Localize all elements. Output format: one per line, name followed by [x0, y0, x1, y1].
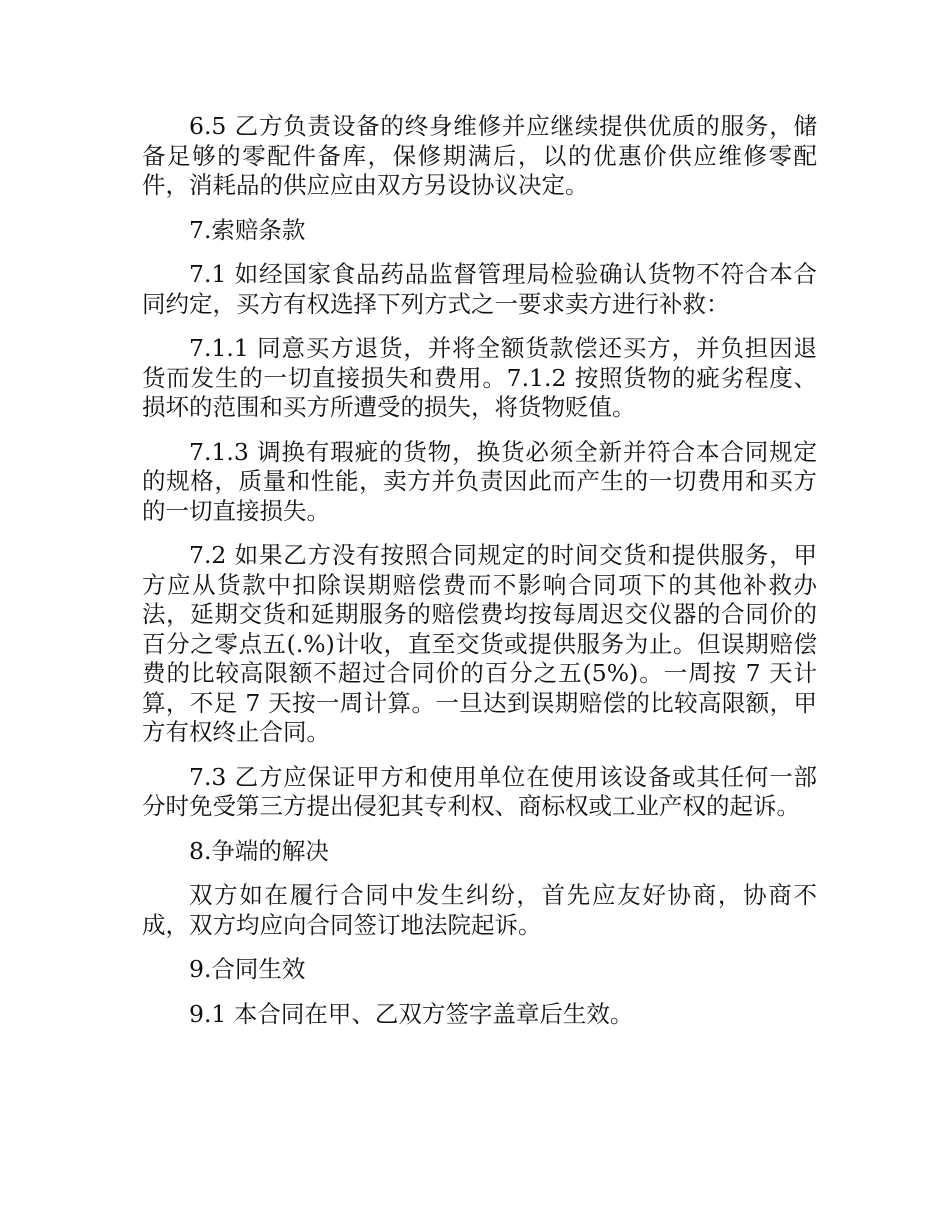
- heading-8-disputes: 8.争端的解决: [189, 836, 329, 865]
- clause-7-3: 7.3 乙方应保证甲方和使用单位在使用该设备或其任何一部分时免受第三方提出侵犯其专利权、商标权或工业产权的起诉。: [142, 762, 817, 820]
- clause-8-body: 双方如在履行合同中发生纠纷，首先应友好协商，协商不成，双方均应向合同签订地法院起诉。: [142, 881, 817, 939]
- document-page: [142, 112, 817, 1044]
- clause-7-1-3: 7.1.3 调换有瑕疵的货物，换货必须全新并符合本合同规定的规格，质量和性能，卖方并负责因此而产生的一切费用和买方的一切直接损失。: [142, 437, 817, 525]
- clause-9-1: 9.1 本合同在甲、乙双方签字盖章后生效。: [189, 999, 634, 1028]
- clause-6-5: 6.5 乙方负责设备的终身维修并应继续提供优质的服务，储备足够的零配件备库，保修期满后，以的优惠价供应维修零配件，消耗品的供应应由双方另设协议决定。: [142, 112, 817, 199]
- clause-7-1-1: 7.1.1 同意买方退货，并将全额货款偿还买方，并负担因退货而发生的一切直接损失和费用。7.1.2 按照货物的疵劣程度、损坏的范围和买方所遭受的损失，将货物贬值。: [142, 334, 817, 421]
- clause-7-1: 7.1 如经国家食品药品监督管理局检验确认货物不符合本合同约定，买方有权选择下列方式之一要求卖方进行补救：: [142, 260, 817, 318]
- heading-9-effect: 9.合同生效: [189, 955, 306, 983]
- clause-7-2: 7.2 如果乙方没有按照合同规定的时间交货和提供服务，甲方应从货款中扣除误期赔偿费而不影响合同项下的其他补救办法，延期交货和延期服务的赔偿费均按每周迟交仪器的合同价的百分之零点五(.%)计收，直至交货或提供服务为止。但误期赔偿费的比较高限额不超过合同价的百分之五(5%)。一周按 7 天计算，不足 7 天按一周计算。一旦达到误期赔偿的比较高限额，甲方有权终止合同。: [142, 541, 817, 746]
- heading-7-claims: 7.索赔条款: [189, 215, 306, 244]
